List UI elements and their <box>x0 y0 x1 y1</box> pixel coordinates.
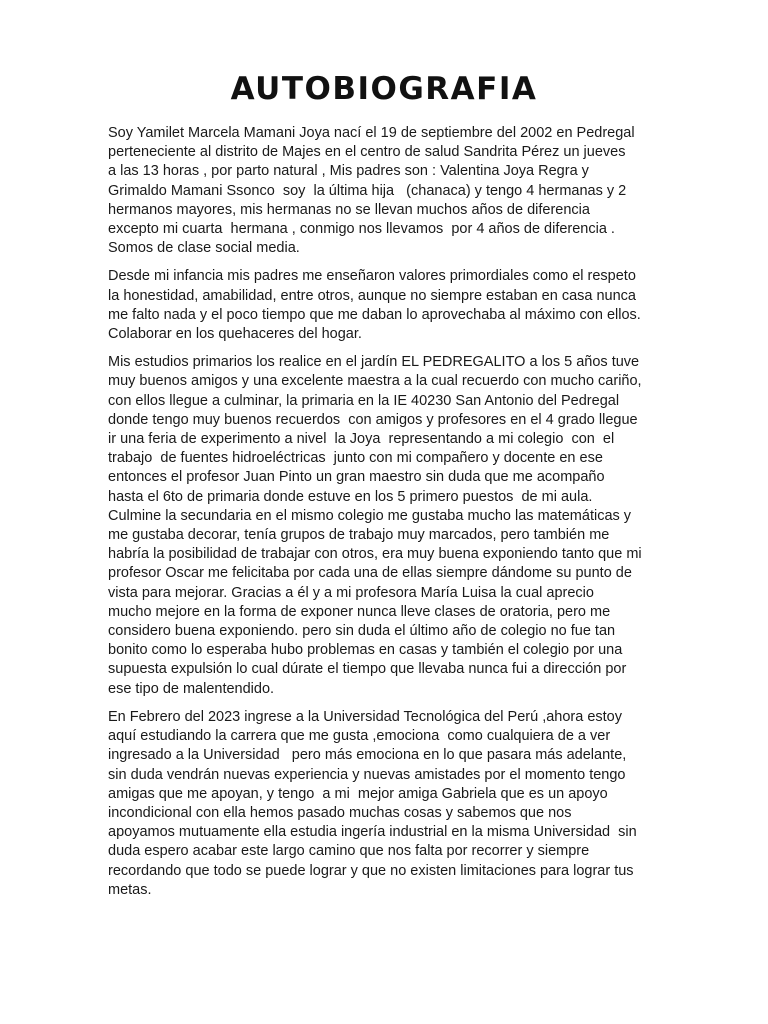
text-line: Mis estudios primarios los realice en el jardín EL PEDREGALITO a los 5 años tuve <box>108 354 640 371</box>
paragraph-4 <box>108 708 668 900</box>
text-line: me gustaba decorar, tenía grupos de trabajo muy marcados, pero también me <box>108 527 610 544</box>
text-line: sin duda vendrán nuevas experiencia y nuevas amistades por el momento tengo <box>108 766 626 783</box>
paragraph-1 <box>108 124 668 258</box>
text-line: amigas que me apoyan, y tengo a mi mejor amiga Gabriela que es un apoyo <box>108 785 608 802</box>
text-line: Desde mi infancia mis padres me enseñaron valores primordiales como el respeto <box>108 268 636 285</box>
text-line: hermanos mayores, mis hermanas no se llevan muchos años de diferencia <box>108 201 590 218</box>
text-line: muy buenos amigos y una excelente maestra a la cual recuerdo con mucho cariño, <box>108 373 642 390</box>
text-line: donde tengo muy buenos recuerdos con amigos y profesores en el 4 grado llegue <box>108 411 638 428</box>
text-line: mucho mejore en la forma de exponer nunca lleve clases de oratoria, pero me <box>108 603 611 620</box>
text-line: bonito como lo esperaba hubo problemas en casas y también el colegio por una <box>108 642 623 659</box>
text-line: metas. <box>108 881 152 898</box>
text-line: Grimaldo Mamani Ssonco soy la última hija (chanaca) y tengo 4 hermanas y 2 <box>108 182 627 199</box>
text-line: habría la posibilidad de trabajar con otros, era muy buena exponiendo tanto que mi <box>108 546 642 563</box>
text-line: supuesta expulsión lo cual dúrate el tiempo que llevaba nunca fui a dirección por <box>108 661 627 678</box>
text-line: excepto mi cuarta hermana , conmigo nos llevamos por 4 años de diferencia . <box>108 221 615 238</box>
text-line: me falto nada y el poco tiempo que me daban lo aprovechaba al máximo con ellos. <box>108 306 641 323</box>
text-line: considero buena exponiendo. pero sin duda el último año de colegio no fue tan <box>108 623 616 640</box>
text-line: profesor Oscar me felicitaba por cada una de ellas siempre dándome su punto de <box>108 565 632 582</box>
text-line: ese tipo de malentendido. <box>108 680 275 697</box>
text-line: incondicional con ella hemos pasado muchas cosas y sabemos que nos <box>108 804 572 821</box>
text-line: Culmine la secundaria en el mismo colegio me gustaba mucho las matemáticas y <box>108 507 632 524</box>
text-line: Somos de clase social media. <box>108 240 300 257</box>
text-line: entonces el profesor Juan Pinto un gran maestro sin duda que me acompaño <box>108 469 605 486</box>
document-body <box>108 124 668 909</box>
text-line: la honestidad, amabilidad, entre otros, aunque no siempre estaban en casa nunca <box>108 287 636 304</box>
text-line: Soy Yamilet Marcela Mamani Joya nací el 19 de septiembre del 2002 en Pedregal <box>108 125 635 141</box>
text-line: En Febrero del 2023 ingrese a la Universidad Tecnológica del Perú ,ahora estoy <box>108 708 622 725</box>
text-line: a las 13 horas , por parto natural , Mis padres son : Valentina Joya Regra y <box>108 163 589 180</box>
text-line: perteneciente al distrito de Majes en el centro de salud Sandrita Pérez un jueves <box>108 144 626 161</box>
text-line: hasta el 6to de primaria donde estuve en los 5 primero puestos de mi aula. <box>108 488 593 505</box>
paragraph-2 <box>108 267 668 344</box>
paragraph-3 <box>108 353 668 699</box>
text-line: trabajo de fuentes hidroeléctricas junto con mi compañero y docente en ese <box>108 450 603 467</box>
text-line: con ellos llegue a culminar, la primaria en la IE 40230 San Antonio del Pedregal <box>108 392 620 409</box>
text-line: recordando que todo se puede lograr y que no existen limitaciones para lograr tus <box>108 862 634 879</box>
text-line: Colaborar en los quehaceres del hogar. <box>108 326 362 343</box>
text-line: ir una feria de experimento a nivel la Joya representando a mi colegio con el <box>108 431 615 448</box>
text-line: apoyamos mutuamente ella estudia ingería industrial en la misma Universidad sin <box>108 824 637 841</box>
text-line: aquí estudiando la carrera que me gusta ,emociona como cualquiera de a ver <box>108 728 611 745</box>
text-line: duda espero acabar este largo camino que nos falta por recorrer y siempre <box>108 843 590 860</box>
page-title: AUTOBIOGRAFIA <box>230 71 538 107</box>
text-line: vista para mejorar. Gracias a él y a mi profesora María Luisa la cual aprecio <box>108 584 594 601</box>
text-line: ingresado a la Universidad pero más emociona en lo que pasara más adelante, <box>108 747 627 764</box>
